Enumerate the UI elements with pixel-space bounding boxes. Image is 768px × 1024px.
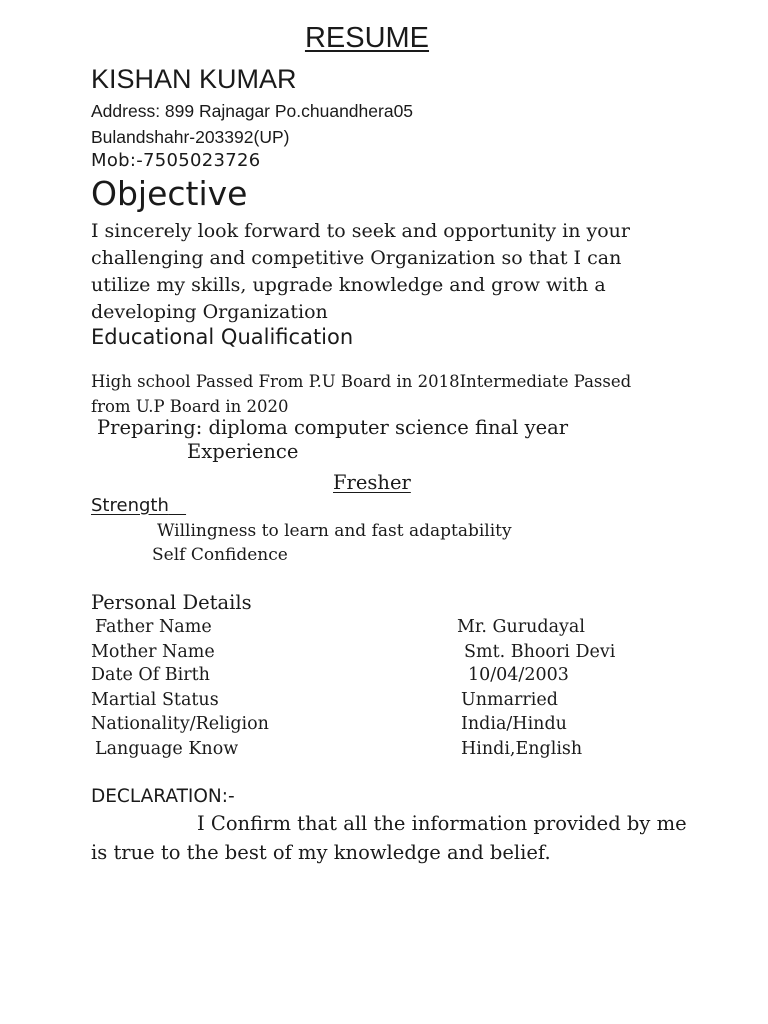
address-line-2: Bulandshahr-203392(UP) [91,127,290,147]
personal-value-dob: 10/04/2003 [468,665,569,685]
personal-value-father: Mr. Gurudayal [457,617,585,637]
personal-value-language: Hindi,English [461,739,583,759]
personal-label-language: Language Know [95,739,239,759]
candidate-name: KISHAN KUMAR [91,64,297,94]
experience-label: Experience [187,440,299,463]
education-heading: Educational Qualification [91,325,354,349]
strength-heading: Strength [91,495,169,516]
personal-label-mother: Mother Name [91,642,215,662]
preparing-text: Preparing: diploma computer science final year [97,416,569,439]
personal-details-heading: Personal Details [91,591,252,614]
experience-value: Fresher [333,471,411,494]
education-text: High school Passed From P.U Board in 2018Intermediate Passed from U.P Board in 2020 [91,372,632,416]
strength-item: Willingness to learn and fast adaptability [157,521,512,541]
declaration-line-2: is true to the best of my knowledge and belief. [91,841,551,864]
mobile-number: Mob:-7505023726 [91,150,261,171]
personal-label-nationality: Nationality/Religion [91,714,269,734]
resume-title: RESUME [304,22,430,54]
personal-value-mother: Smt. Bhoori Devi [464,642,616,662]
personal-label-marital: Martial Status [91,690,219,710]
personal-value-nationality: India/Hindu [461,714,567,734]
address-line-1: Address: 899 Rajnagar Po.chuandhera05 [91,101,414,121]
declaration-heading: DECLARATION:- [91,786,235,807]
declaration-line-1: I Confirm that all the information provided by me [197,812,687,835]
objective-heading: Objective [91,174,248,213]
personal-label-dob: Date Of Birth [91,665,210,685]
personal-label-father: Father Name [95,617,212,637]
personal-value-marital: Unmarried [461,690,558,710]
strength-item: Self Confidence [152,545,288,565]
objective-text: I sincerely look forward to seek and opportunity in your challenging and competitive Organization so that I can utilize my skills, upgrade knowledge and grow with a developing Organization [91,220,631,323]
